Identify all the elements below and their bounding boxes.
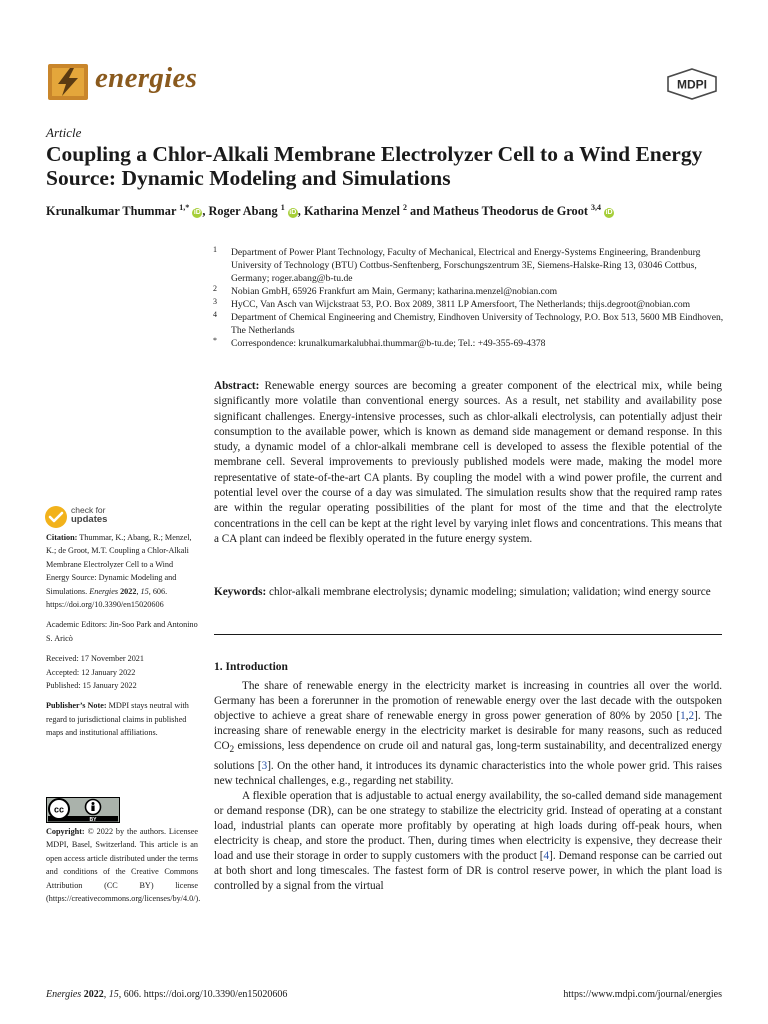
- keywords: [214, 585, 722, 600]
- affiliation-text: Nobian GmbH, 65926 Frankfurt am Main, Germany; katharina.menzel@nobian.com: [231, 286, 558, 297]
- article-type: Article: [46, 125, 82, 140]
- editors-text: Jin-Soo Park and Antonino S. Aricò: [46, 620, 198, 643]
- footer-year: 2022: [83, 989, 104, 1000]
- affiliation-number: *: [213, 336, 217, 345]
- affiliation-item: [213, 337, 733, 350]
- check-updates-line1: check for: [71, 505, 106, 515]
- affiliation-item: [213, 298, 733, 311]
- dates-block: [46, 652, 198, 692]
- author-name[interactable]: Krunalkumar Thummar: [46, 204, 177, 219]
- orcid-icon[interactable]: iD: [289, 209, 297, 217]
- affiliation-text: Correspondence: krunalkumarkalubhai.thummar@b-tu.de; Tel.: +49-355-69-4378: [231, 338, 546, 349]
- paragraph-text: The share of renewable energy in the electricity market is increasing in countries all over the world. Germany has been a forerunner in the promotion of renewable energy over the last decade with the outspoken objective to achieve a great share of renewable energy in gross power generation of 80% by 2050 [: [214, 680, 722, 723]
- citation-block: Citation: Thummar, K.; Abang, R.; Menzel, K.; de Groot, M.T. Coupling a Chlor-Alkali Membrane Electrolyzer Cell to a Wind Energy Source: Dynamic Modeling and Simulations. Energies 2022, 15, 606. https://doi.org/10.3390/en15020606: [46, 533, 192, 610]
- author-affiliation-marker: 2: [402, 203, 407, 212]
- abstract-label: Abstract:: [214, 380, 260, 392]
- affiliations: [213, 246, 733, 350]
- author-affiliation-marker: 3,4: [591, 203, 602, 212]
- footer-journal-url[interactable]: https://www.mdpi.com/journal/energies: [563, 989, 722, 1000]
- citation-link[interactable]: 2: [688, 710, 695, 723]
- keywords-label: Keywords:: [214, 586, 267, 598]
- paragraph-text: emissions, less dependence on crude oil and natural gas, long-term sustainability, and decentralized energy solutions [: [214, 740, 722, 772]
- affiliation-number: 3: [213, 297, 217, 306]
- section-title: 1. Introduction: [214, 661, 288, 673]
- copyright-label: Copyright:: [46, 827, 85, 836]
- received-date: Received: 17 November 2021: [46, 654, 144, 664]
- author-separator: ,: [202, 204, 209, 219]
- cc-by-license-icon[interactable]: [46, 797, 120, 823]
- author-affiliation-marker: 1: [280, 203, 285, 212]
- publisher-note-block: [46, 699, 198, 739]
- orcid-icon[interactable]: iD: [193, 209, 201, 217]
- citation-link[interactable]: 3: [261, 759, 268, 772]
- abstract: [214, 379, 722, 547]
- published-date: Published: 15 January 2022: [46, 681, 137, 691]
- footer-doi[interactable]: , 606. https://doi.org/10.3390/en15020606: [118, 989, 288, 1000]
- accepted-date: Accepted: 12 January 2022: [46, 667, 136, 677]
- citation-link[interactable]: 4: [543, 850, 550, 863]
- abstract-text: Renewable energy sources are becoming a greater component of the electrical mix, while being significantly more volatile than conventional energy sources. As a result, net stability and availability pose significant challenges. Energy-intensive processes, such as chlor-alkali electrolysis, can potentially adjust their consumption to the available power, which is known as demand side management or demand response. In this study, a dynamic model of a chlor-alkali membrane cell is developed to assess the flexible potential of the membrane cell. Several improvements to previously published models were made, making the model more representative of state-of-the-art CA plants. By coupling the model with a wind power profile, the current and potential level over the course of a day was simulated. The simulation results show that the required ramp rates are within the regular operating possibilities of the plant for most of the time and that the electrolyte concentrations in the cell can be kept at the right level by varying inlet flows and concentrations. This means that a CA plant can indeed be flexibly operated in the future energy system.: [214, 380, 723, 545]
- author-separator: and: [406, 204, 433, 219]
- affiliation-item: [213, 285, 733, 298]
- affiliation-text: Department of Chemical Engineering and Chemistry, Eindhoven University of Technology, P.O. Box 513, 5600 MB Eindhoven, The Netherlands: [231, 312, 724, 336]
- article-title: Coupling a Chlor-Alkali Membrane Electrolyzer Cell to a Wind Energy Source: Dynamic Modeling and Simulations: [46, 142, 703, 190]
- subscript: 2: [229, 745, 235, 756]
- keywords-text: chlor-alkali membrane electrolysis; dynamic modeling; simulation; validation; wind energy source: [269, 586, 711, 598]
- affiliation-item: [213, 246, 733, 285]
- editors-label: Academic Editors:: [46, 620, 108, 630]
- svg-text:cc: cc: [53, 804, 65, 815]
- check-updates-line2: updates: [71, 514, 108, 525]
- affiliation-number: 4: [213, 310, 217, 319]
- citation-doi[interactable]: , 606. https://doi.org/10.3390/en15020606: [46, 586, 168, 610]
- publisher-note-text: MDPI stays neutral with regard to jurisdictional claims in published maps and institutional affiliations.: [46, 701, 189, 738]
- paragraph-text: ]. The increasing share of renewable energy in the electricity market is desirable for many reasons, such as reduced CO: [214, 710, 722, 753]
- article-info-sidebar: [46, 531, 198, 747]
- citation-separator: ,: [685, 710, 689, 723]
- footer-volume: 15: [108, 989, 119, 1000]
- paragraph: [214, 679, 722, 789]
- footer-journal: Energies: [46, 989, 82, 1000]
- svg-text:BY: BY: [89, 817, 97, 823]
- footer-citation: Energies 2022, 15, 606. https://doi.org/10.3390/en15020606: [46, 989, 288, 1000]
- citation-journal: Energies: [89, 586, 119, 596]
- paragraph: [214, 789, 722, 895]
- author-list: [46, 203, 736, 219]
- editors-block: [46, 618, 198, 645]
- paragraph-text: A flexible operation that is adjustable to actual energy availability, the so-called demand side management or demand response (DR), can be one strategy to stabilize the electricity grid. Instead of operating at a constant load, industrial plants can operate more profitably by operating at high loads during off-peak hours, when electricity is cheap, and store the product. Then, during times when electricity is expensive, they decrease their load and use their storage in order to supply customers with the product [: [214, 789, 722, 863]
- journal-logo-icon: [46, 62, 90, 102]
- section-divider: [214, 634, 722, 635]
- check-for-updates-button[interactable]: [44, 505, 164, 529]
- affiliation-text: Department of Power Plant Technology, Faculty of Mechanical, Electrical and Energy-Systems Engineering, Brandenburg University of Technology (BTU) Cottbus-Senftenberg, Forschungszentrum 3E, Siemens-Halske-Ring 13, 03046 Cottbus, Germany; roger.abang@b-tu.de: [231, 247, 701, 284]
- publisher-note-label: Publisher’s Note:: [46, 701, 107, 711]
- author-name[interactable]: Katharina Menzel: [303, 204, 400, 219]
- citation-link[interactable]: 1: [680, 710, 686, 723]
- author-affiliation-marker: 1,*: [179, 203, 190, 212]
- affiliation-item: [213, 311, 733, 337]
- affiliation-number: 1: [213, 245, 217, 254]
- paragraph-text: ]. Demand response can be carried out at both short and long timescales. The fastest form of DR is control reserve power, in which the plant load is controlled by a signal from the virtual: [214, 850, 722, 893]
- author-separator: ,: [297, 204, 304, 219]
- citation-label: Citation:: [46, 533, 78, 542]
- citation-year: 2022: [120, 586, 137, 596]
- affiliation-text: HyCC, Van Asch van Wijckstraat 53, P.O. Box 2089, 3811 LP Amersfoort, The Netherlands; thijs.degroot@nobian.com: [231, 299, 691, 310]
- svg-text:MDPI: MDPI: [677, 77, 707, 92]
- publisher-logo: [666, 68, 718, 100]
- copyright-block: [46, 825, 201, 905]
- paragraph-text: ]. On the other hand, it introduces its dynamic characteristics into the whole power grid. This raises new technical challenges, e.g., regarding net stability.: [214, 759, 722, 787]
- affiliation-number: 2: [213, 284, 217, 293]
- author-name[interactable]: Roger Abang: [208, 204, 278, 219]
- citation-volume: 15: [140, 586, 149, 596]
- introduction-body: [214, 679, 722, 895]
- orcid-icon[interactable]: iD: [605, 209, 613, 217]
- copyright-text: © 2022 by the authors. Licensee MDPI, Basel, Switzerland. This article is an open access article distributed under the terms and conditions of the Creative Commons Attribution (CC BY) license (https://creativecommons.org/licenses/by/4.0/).: [46, 827, 201, 904]
- journal-name: energies: [95, 62, 198, 94]
- author-name[interactable]: Matheus Theodorus de Groot: [432, 204, 588, 219]
- check-updates-icon: [44, 505, 68, 529]
- citation-text: Thummar, K.; Abang, R.; Menzel, K.; de Groot, M.T. Coupling a Chlor-Alkali Membrane Electrolyzer Cell to a Wind Energy Source: Dynamic Modeling and Simulations.: [46, 533, 192, 596]
